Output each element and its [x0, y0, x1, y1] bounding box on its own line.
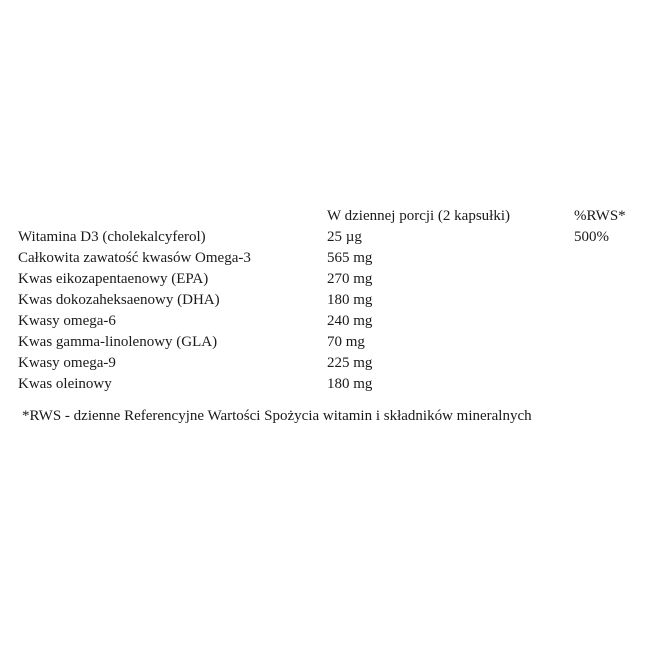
nutrient-rws: 500%: [574, 229, 609, 245]
nutrient-amount: 70 mg: [327, 334, 365, 350]
table-row: [18, 311, 638, 332]
table-row: [18, 227, 638, 248]
nutrient-name: Kwas dokozaheksaenowy (DHA): [18, 292, 220, 308]
table-row: [18, 269, 638, 290]
nutrient-amount: 180 mg: [327, 376, 373, 392]
nutrient-name: Kwas eikozapentaenowy (EPA): [18, 271, 209, 287]
table-row: [18, 332, 638, 353]
nutrient-amount: 180 mg: [327, 292, 373, 308]
table-row: [18, 248, 638, 269]
nutrient-amount: 270 mg: [327, 271, 373, 287]
nutrient-amount: 225 mg: [327, 355, 373, 371]
table-row: [18, 353, 638, 374]
nutrient-amount: 565 mg: [327, 250, 373, 266]
table-row: [18, 290, 638, 311]
nutrient-name: Kwasy omega-9: [18, 355, 116, 371]
nutrient-name: Kwas gamma-linolenowy (GLA): [18, 334, 218, 350]
table-header-row: [18, 206, 638, 227]
header-daily-portion: W dziennej porcji (2 kapsułki): [327, 208, 511, 224]
nutrient-name: Całkowita zawatość kwasów Omega-3: [18, 250, 251, 266]
nutrient-amount: 25 µg: [327, 229, 362, 245]
nutrient-name: Witamina D3 (cholekalcyferol): [18, 229, 206, 245]
header-rws: %RWS*: [574, 208, 626, 224]
nutrient-amount: 240 mg: [327, 313, 373, 329]
nutrient-name: Kwasy omega-6: [18, 313, 116, 329]
rws-footnote: *RWS - dzienne Referencyjne Wartości Spożycia witamin i składników mineralnych: [22, 408, 532, 424]
table-row: [18, 374, 638, 395]
nutrition-table: [18, 206, 638, 395]
nutrient-name: Kwas oleinowy: [18, 376, 112, 392]
